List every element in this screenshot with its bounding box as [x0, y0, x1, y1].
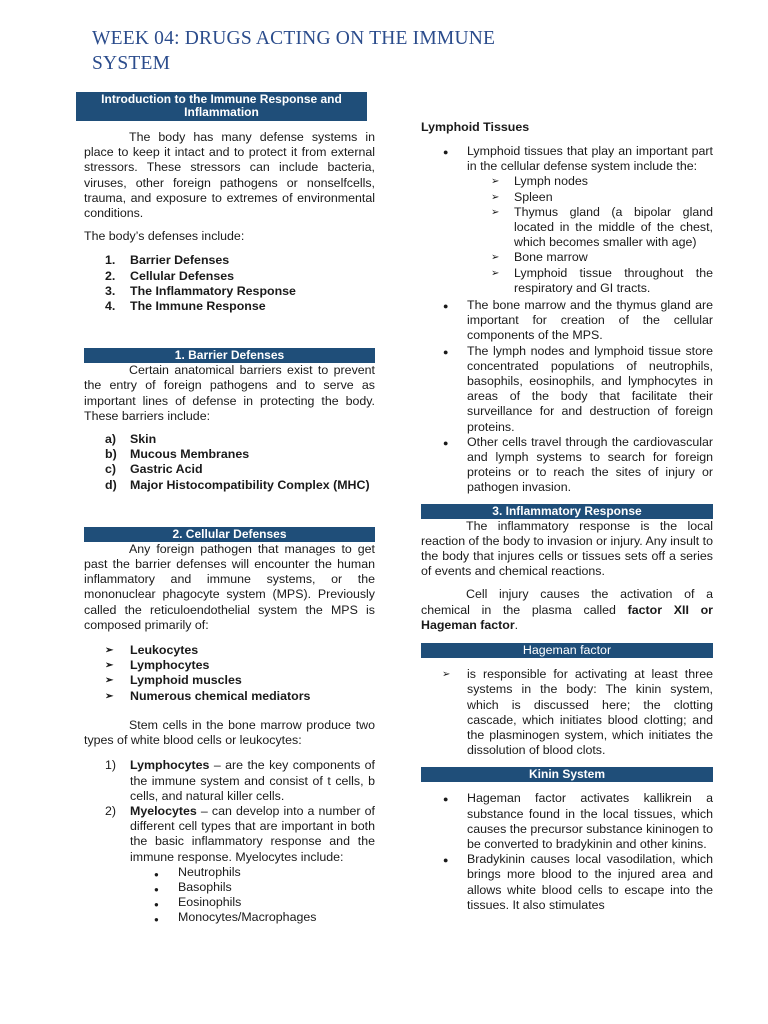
hageman-list [421, 667, 713, 758]
list-item: 2. Cellular Defenses [105, 268, 234, 283]
list-item: ● Bradykinin causes local vasodilation, which brings more blood to the injured area and allows white blood cells to escape into the tissues. It also stimulates [443, 852, 713, 912]
list-item: b) Mucous Membranes [105, 447, 250, 462]
right-column [421, 120, 713, 913]
list-item: 2) Myelocytes – can develop into a number of different cell types that are important in both the basic inflammatory response and the immune response. Myelocytes include: [105, 803, 375, 864]
list-item: ● Neutrophils [154, 864, 241, 879]
inflammatory-paragraph: The inflammatory response is the local reaction of the body to invasion or injury. Any insult to the body that injures cells or tissues sets off a series of events and chemical reactions. [421, 518, 713, 579]
list-item: 1. Barrier Defenses [105, 253, 230, 268]
list-item: ● The bone marrow and the thymus gland are important for creation of the cellular components of the MPS. [443, 298, 713, 343]
cell-injury-paragraph: Cell injury causes the activation of a chemical in the plasma called factor XII or Hageman factor. [421, 587, 713, 632]
barrier-list [84, 432, 375, 493]
document-title: WEEK 04: DRUGS ACTING ON THE IMMUNE SYSTEM [92, 28, 496, 74]
defenses-list [84, 253, 375, 314]
intro-heading-bar: Introduction to the Immune Response and Inflammation [76, 92, 367, 121]
list-item: ● Lymphoid tissues that play an important part in the cellular defense system include the: [443, 144, 713, 174]
list-item: ➢ Bone marrow [491, 250, 588, 265]
list-item: ➢ Spleen [491, 189, 553, 204]
hageman-factor-heading: Hageman factor [421, 643, 713, 658]
defenses-intro: The body’s defenses include: [84, 229, 245, 244]
list-item: ➢ Lymphoid muscles [105, 673, 242, 688]
myelocytes-list [84, 865, 375, 926]
list-item: ➢ Lymph nodes [491, 174, 588, 189]
barrier-paragraph: Certain anatomical barriers exist to prevent the entry of foreign pathogens and to serve as important lines of defense in protecting the body. These barriers include: [84, 363, 375, 423]
lymphoid-bullets [421, 144, 713, 174]
list-item: 1) Lymphocytes – are the key components of the immune system and consist of t cells, b cells, and natural killer cells. [105, 758, 375, 803]
lymphoid-tissues-heading: Lymphoid Tissues [421, 120, 530, 134]
list-item: ➢ is responsible for activating at least three systems in the body: The kinin system, which is discussed here; the clotting cascade, which initiates blood clotting; and the plasminogen system, which initiates the dissolution of blood clots. [442, 667, 713, 758]
inflammatory-response-heading: 3. Inflammatory Response [421, 504, 713, 519]
list-item: ● Other cells travel through the cardiovascular and lymph systems to search for foreign proteins or to reach the sites of injury or pathogen invasion. [443, 434, 713, 495]
list-item: ● The lymph nodes and lymphoid tissue store concentrated populations of neutrophils, basophils, eosinophils, and lymphocytes in areas of the body that facilitate their surveillance for and destruction of foreign proteins. [443, 343, 713, 434]
list-item: ➢ Lymphocytes [105, 658, 210, 673]
barrier-defenses-heading: 1. Barrier Defenses [84, 348, 375, 363]
intro-paragraph: The body has many defense systems in place to keep it intact and to protect it from external stressors. These stressors can include bacteria, viruses, other foreign pathogens or nonselfcells, trauma, and exposure to extremes of environmental conditions. [84, 130, 375, 221]
stem-cells-paragraph: Stem cells in the bone marrow produce two types of white blood cells or leukocytes: [84, 717, 375, 748]
list-item: a) Skin [105, 432, 157, 447]
left-column [84, 92, 375, 926]
list-item: 3. The Inflammatory Response [105, 283, 296, 298]
list-item: ● Eosinophils [154, 895, 242, 910]
list-item: ● Basophils [154, 879, 232, 894]
cellular-defenses-heading: 2. Cellular Defenses [84, 527, 375, 542]
kinin-system-heading: Kinin System [421, 767, 713, 782]
list-item: ● Hageman factor activates kallikrein a substance found in the local tissues, which causes the precursor substance kininogen to be converted to bradykinin and other kinins. [443, 791, 713, 851]
list-item: c) Gastric Acid [105, 462, 203, 477]
list-item: ➢ Numerous chemical mediators [105, 688, 311, 703]
list-item: ➢ Thymus gland (a bipolar gland located in the middle of the chest, which becomes smaller with age) [491, 204, 713, 250]
kinin-bullets [421, 791, 713, 913]
list-item: ➢ Lymphoid tissue throughout the respiratory and GI tracts. [491, 265, 713, 295]
cellular-paragraph: Any foreign pathogen that manages to get past the barrier defenses will encounter the human inflammatory and immune systems, or the mononuclear phagocyte system (MPS). Previously called the reticuloendothelial system the MPS is composed primarily of: [84, 541, 375, 632]
lymphoid-more-bullets [421, 298, 713, 496]
tissue-list [421, 174, 713, 296]
leukocyte-types-list [84, 758, 375, 864]
list-item: d) Major Histocompatibility Complex (MHC) [105, 477, 370, 492]
list-item: ➢ Leukocytes [105, 643, 199, 658]
mps-components-list [84, 643, 375, 704]
list-item: 4. The Immune Response [105, 299, 266, 314]
list-item: ● Monocytes/Macrophages [154, 910, 317, 925]
